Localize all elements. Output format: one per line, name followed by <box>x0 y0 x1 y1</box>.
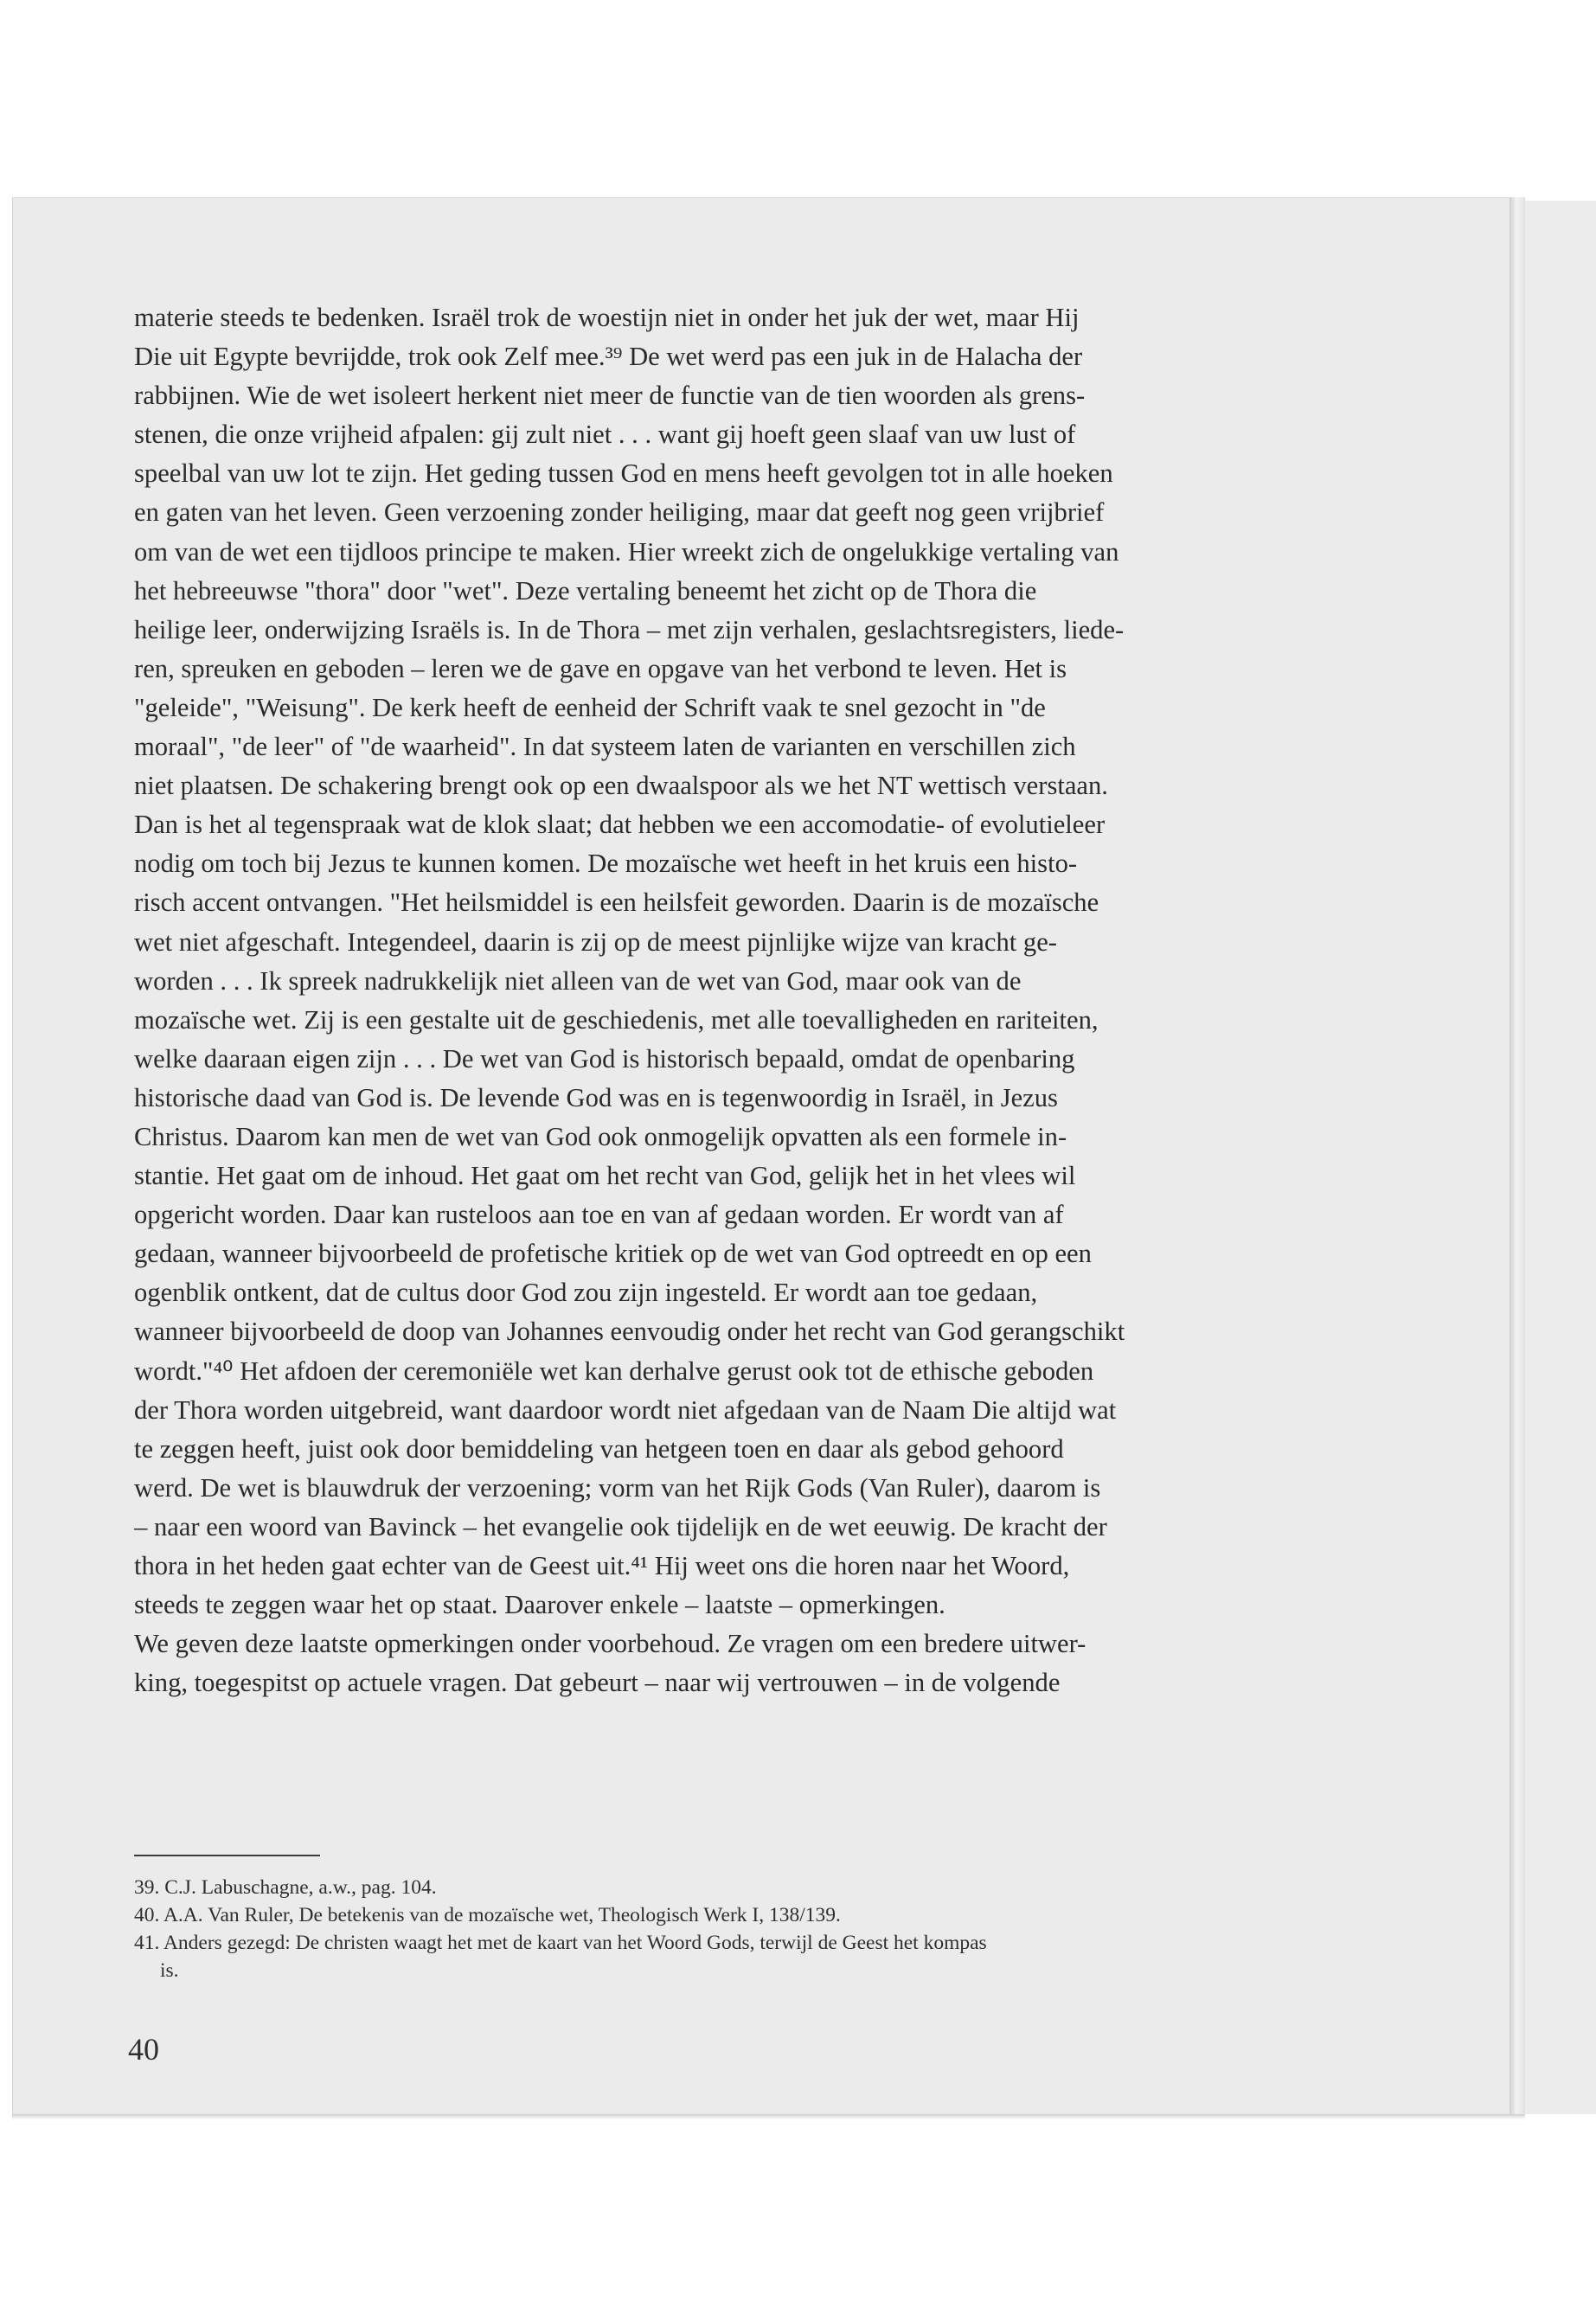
text-line: Die uit Egypte bevrijdde, trok ook Zelf mee.³⁹ De wet werd pas een juk in de Halacha der <box>134 342 1083 372</box>
text-line: thora in het heden gaat echter van de Geest uit.⁴¹ Hij weet ons die horen naar het Woord, <box>134 1551 1070 1580</box>
book-gutter <box>1509 197 1525 2114</box>
text-line: "geleide", "Weisung". De kerk heeft de eenheid der Schrift vaak te snel gezocht in "de <box>134 692 1046 722</box>
text-line: rabbijnen. Wie de wet isoleert herkent niet meer de functie van de tien woorden als grens- <box>134 381 1086 411</box>
footnote-41-continuation: is. <box>160 1959 179 1982</box>
text-line: ogenblik ontkent, dat de cultus door God zou zijn ingesteld. Er wordt aan toe gedaan, <box>134 1278 1038 1308</box>
footnotes <box>134 1874 1388 1984</box>
text-line: gedaan, wanneer bijvoorbeeld de profetische kritiek op de wet van God optreedt en op een <box>134 1239 1092 1269</box>
text-line: der Thora worden uitgebreid, want daardoor wordt niet afgedaan van de Naam Die altijd wat <box>134 1394 1117 1425</box>
text-line: risch accent ontvangen. "Het heilsmiddel is een heilsfeit geworden. Daarin is de mozaïsche <box>134 888 1099 918</box>
text-line: speelbal van uw lot te zijn. Het geding tussen God en mens heeft gevolgen tot in alle hoeken <box>134 458 1113 489</box>
text-line: welke daaraan eigen zijn . . . De wet van God is historisch bepaald, omdat de openbaring <box>134 1043 1075 1074</box>
text-line: moraal", "de leer" of "de waarheid". In dat systeem laten de varianten en verschillen zich <box>134 732 1076 762</box>
footnote-39: 39. C.J. Labuschagne, a.w., pag. 104. <box>134 1876 437 1899</box>
text-line: Dan is het al tegenspraak wat de klok slaat; dat hebben we een accomodatie- of evolutieleer <box>134 810 1106 840</box>
text-line: steeds te zeggen waar het op staat. Daarover enkele – laatste – opmerkingen. <box>134 1590 945 1620</box>
page-number: 40 <box>128 2032 159 2067</box>
text-line: stantie. Het gaat om de inhoud. Het gaat om het recht van God, gelijk het in het vlees wil <box>134 1161 1076 1191</box>
text-line: king, toegespitst op actuele vragen. Dat gebeurt – naar wij vertrouwen – in de volgende <box>134 1668 1061 1698</box>
adjacent-page-edge <box>1525 201 1596 2114</box>
text-line: heilige leer, onderwijzing Israëls is. In de Thora – met zijn verhalen, geslachtsregisters, liede- <box>134 614 1125 644</box>
text-line: wet niet afgeschaft. Integendeel, daarin is zij op de meest pijnlijke wijze van kracht ge- <box>134 926 1057 957</box>
text-line: ren, spreuken en geboden – leren we de gave en opgave van het verbond te leven. Het is <box>134 653 1067 683</box>
text-line: mozaïsche wet. Zij is een gestalte uit de geschiedenis, met alle toevalligheden en rariteiten, <box>134 1004 1099 1035</box>
text-line: opgericht worden. Daar kan rusteloos aan toe en van af gedaan worden. Er wordt van af <box>134 1200 1064 1230</box>
text-line: het hebreeuwse "thora" door "wet". Deze vertaling beneemt het zicht op de Thora die <box>134 575 1037 606</box>
footnote-divider <box>134 1855 320 1856</box>
footnote-41: 41. Anders gezegd: De christen waagt het met de kaart van het Woord Gods, terwijl de Geest het kompas <box>134 1932 987 1954</box>
text-line: historische daad van God is. De levende God was en is tegenwoordig in Israël, in Jezus <box>134 1082 1058 1112</box>
text-line: werd. De wet is blauwdruk der verzoening; vorm van het Rijk Gods (Van Ruler), daarom is <box>134 1472 1101 1503</box>
body-text <box>134 298 1388 1702</box>
text-line: Christus. Daarom kan men de wet van God ook onmogelijk opvatten als een formele in- <box>134 1121 1067 1151</box>
text-line: en gaten van het leven. Geen verzoening zonder heiliging, maar dat geeft nog geen vrijbrief <box>134 497 1105 528</box>
text-line: We geven deze laatste opmerkingen onder voorbehoud. Ze vragen om een bredere uitwer- <box>134 1629 1086 1659</box>
page-bottom-shadow <box>12 2114 1525 2119</box>
footnote-40: 40. A.A. Van Ruler, De betekenis van de mozaïsche wet, Theologisch Werk I, 138/139. <box>134 1904 841 1926</box>
text-line: – naar een woord van Bavinck – het evangelie ook tijdelijk en de wet eeuwig. De kracht der <box>134 1511 1107 1541</box>
text-line: wordt."⁴⁰ Het afdoen der ceremoniële wet kan derhalve gerust ook tot de ethische geboden <box>134 1356 1094 1386</box>
text-line: nodig om toch bij Jezus te kunnen komen. De mozaïsche wet heeft in het kruis een histo- <box>134 849 1078 879</box>
text-line: te zeggen heeft, juist ook door bemiddeling van hetgeen toen en daar als gebod gehoord <box>134 1433 1064 1464</box>
text-line: om van de wet een tijdloos principe te maken. Hier wreekt zich de ongelukkige vertaling van <box>134 536 1119 567</box>
text-line: niet plaatsen. De schakering brengt ook op een dwaalspoor als we het NT wettisch verstaan. <box>134 771 1108 801</box>
text-line: stenen, die onze vrijheid afpalen: gij zult niet . . . want gij hoeft geen slaaf van uw lust of <box>134 420 1076 450</box>
text-line: wanneer bijvoorbeeld de doop van Johannes eenvoudig onder het recht van God gerangschikt <box>134 1317 1125 1347</box>
text-line: worden . . . Ik spreek nadrukkelijk niet alleen van de wet van God, maar ook van de <box>134 965 1022 996</box>
text-line: materie steeds te bedenken. Israël trok de woestijn niet in onder het juk der wet, maar Hij <box>134 303 1080 332</box>
